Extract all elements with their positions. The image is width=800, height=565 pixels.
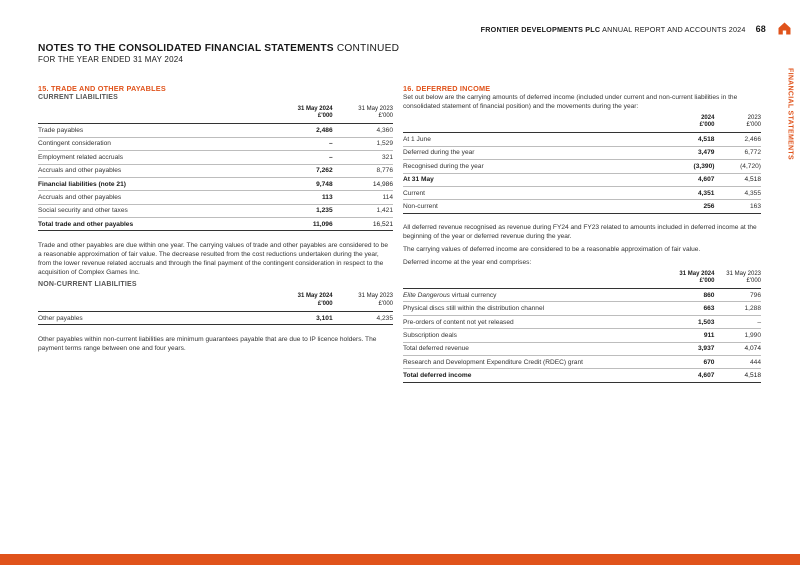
header-2024: 31 May 2024 £'000 <box>661 271 715 289</box>
page-header <box>481 24 766 34</box>
section-side-tab[interactable] <box>782 68 798 178</box>
table-row: Other payables 3,101 4,235 <box>38 311 393 324</box>
non-current-liabilities-heading: NON-CURRENT LIABILITIES <box>38 281 137 289</box>
current-liabilities-heading: CURRENT LIABILITIES <box>38 94 119 101</box>
table-row: Physical discs still within the distribution channel 663 1,288 <box>403 302 761 315</box>
header-blank <box>38 293 258 311</box>
header-2023: 31 May 2023 £'000 <box>714 271 761 289</box>
table-row: Trade payables 2,486 4,360 <box>38 124 393 137</box>
header-2024: 31 May 2024 £'000 <box>258 106 333 124</box>
header-text <box>481 25 746 34</box>
page-subtitle: FOR THE YEAR ENDED 31 MAY 2024 <box>38 55 184 64</box>
table-header-row <box>403 115 761 133</box>
header-2024: 2024 £'000 <box>661 115 715 133</box>
home-icon[interactable] <box>778 22 791 35</box>
header-2023: 31 May 2023 £'000 <box>333 293 393 311</box>
non-current-liabilities-table <box>38 293 393 325</box>
table-row: Employment related accruals – 321 <box>38 151 393 164</box>
table-row-total: Total deferred revenue 3,937 4,074 <box>403 342 761 355</box>
note-16 <box>403 84 761 383</box>
table-row-total: Total deferred income 4,607 4,518 <box>403 369 761 382</box>
header-blank <box>38 106 258 124</box>
note-16-heading: 16. DEFERRED INCOME <box>403 84 491 93</box>
table-header-row <box>38 106 393 124</box>
table-row: At 1 June 4,518 2,466 <box>403 133 761 146</box>
header-blank <box>403 271 661 289</box>
table-header-row <box>403 271 761 289</box>
side-tab-label: FINANCIAL STATEMENTS <box>786 68 794 160</box>
page-number: 68 <box>755 24 766 34</box>
table-row: Elite Dangerous virtual currency 860 796 <box>403 289 761 302</box>
header-2024: 31 May 2024 £'000 <box>258 293 333 311</box>
table-row: Contingent consideration – 1,529 <box>38 137 393 150</box>
note-15-paragraph-1: Trade and other payables are due within one year. The carrying values of trade and other payables are considered to be a reasonable approximation of fair value. The decrease resulted from the cost reductions undertaken during the year, from the lower revenue related accruals and through the final payment of the contingent consideration in respect to the acquisition of Complex Games Inc. <box>38 242 389 277</box>
header-2023: 31 May 2023 £'000 <box>333 106 393 124</box>
table-row: Non-current 256 163 <box>403 200 761 213</box>
table-row-total: Total trade and other payables 11,096 16,521 <box>38 218 393 231</box>
note-16-intro: Set out below are the carrying amounts of deferred income (included under current and non-current liabilities in the consolidated statement of financial position) and the movements during the year: <box>403 94 738 110</box>
note-16-paragraph-1: All deferred revenue recognised as revenue during FY24 and FY23 related to amounts included in deferred income at the beginning of the year or deferred revenue during the year. <box>403 223 757 240</box>
note-15-paragraph-2: Other payables within non-current liabilities are minimum guarantees payable that are due to IP licence holders. The payment terms range between one and four years. <box>38 336 377 353</box>
game-title: Elite Dangerous <box>403 291 450 299</box>
header-2023: 2023 £'000 <box>714 115 761 133</box>
table-row: Deferred during the year 3,479 6,772 <box>403 146 761 159</box>
table-row: Accruals and other payables 113 114 <box>38 191 393 204</box>
report-name: ANNUAL REPORT AND ACCOUNTS 2024 <box>602 24 746 34</box>
table-row: Recognised during the year (3,390) (4,720) <box>403 160 761 173</box>
page-title <box>38 43 399 54</box>
table-row: Subscription deals 911 1,990 <box>403 329 761 342</box>
table-row: Accruals and other payables 7,262 8,776 <box>38 164 393 177</box>
header-blank <box>403 115 661 133</box>
page-title-continued: CONTINUED <box>336 43 400 54</box>
table-row-total: At 31 May 4,607 4,518 <box>403 173 761 186</box>
footer-accent-bar <box>0 554 800 565</box>
current-liabilities-table <box>38 106 393 231</box>
deferred-income-movement-table <box>403 115 761 214</box>
company-name: FRONTIER DEVELOPMENTS PLC <box>480 24 601 34</box>
note-16-paragraph-2: The carrying values of deferred income are considered to be a reasonable approximation of fair value. <box>403 245 701 253</box>
table-header-row <box>38 293 393 311</box>
note-15 <box>38 84 393 353</box>
table-row: Pre-orders of content not yet released 1,503 – <box>403 315 761 328</box>
table-row: Research and Development Expenditure Credit (RDEC) grant 670 444 <box>403 355 761 368</box>
deferred-income-composition-table <box>403 271 761 383</box>
table-row: Current 4,351 4,355 <box>403 186 761 199</box>
table-row: Social security and other taxes 1,235 1,421 <box>38 204 393 217</box>
table-row-total: Financial liabilities (note 21) 9,748 14,986 <box>38 177 393 190</box>
note-15-heading: 15. TRADE AND OTHER PAYABLES <box>38 84 166 93</box>
page-title-main: NOTES TO THE CONSOLIDATED FINANCIAL STATEMENTS <box>38 43 334 54</box>
note-16-paragraph-3: Deferred income at the year end comprises: <box>403 258 532 266</box>
